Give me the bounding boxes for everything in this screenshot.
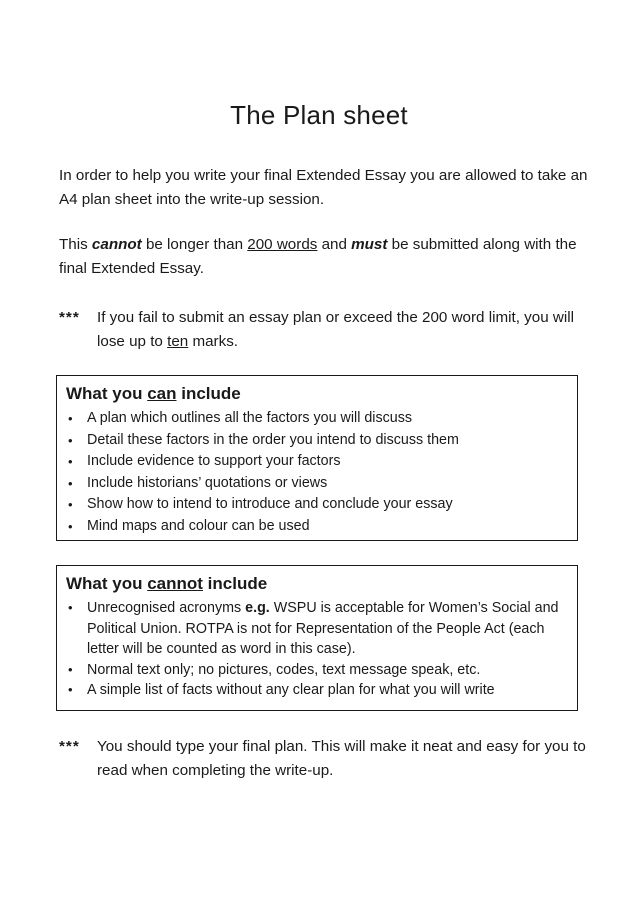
text-segment: If you fail to submit an essay plan or exceed the 200 word limit, you will lose up to xyxy=(97,309,574,350)
bullet-icon: • xyxy=(68,411,73,426)
emphasis-must: must xyxy=(351,236,388,253)
can-include-heading xyxy=(66,381,569,407)
text-segment: be longer than xyxy=(141,236,248,253)
list-item-text: A plan which outlines all the factors you will discuss xyxy=(87,410,413,426)
ten-marks-underlined: ten xyxy=(167,333,189,350)
bullet-icon: • xyxy=(68,454,73,469)
list-item xyxy=(66,408,569,430)
text-segment: marks. xyxy=(188,333,239,350)
text-segment: and xyxy=(317,236,352,253)
asterisks-marker: *** xyxy=(59,309,80,326)
bullet-icon: • xyxy=(68,661,73,677)
bullet-icon: • xyxy=(68,432,73,448)
emphasis-cannot: cannot xyxy=(91,236,142,253)
list-item xyxy=(66,598,569,660)
heading-text: include xyxy=(176,384,241,403)
bullet-icon: • xyxy=(68,518,73,534)
bullet-icon: • xyxy=(68,475,73,491)
heading-can-underlined: can xyxy=(147,384,177,403)
list-item-text: Detail these factors in the order you intend to discuss them xyxy=(87,431,459,448)
cannot-include-list xyxy=(66,598,569,701)
bullet-icon: • xyxy=(68,497,73,512)
intro-paragraph: In order to help you write your final Extended Essay you are allowed to take an A4 plan sheet into the write-up session. xyxy=(59,167,588,208)
list-item xyxy=(66,473,569,495)
list-item-text: Include historians’ quotations or views xyxy=(87,474,328,491)
word-limit-underlined: 200 words xyxy=(247,236,318,253)
list-item xyxy=(66,660,569,681)
cannot-include-heading xyxy=(66,571,569,597)
list-item-text: Unrecognised acronyms xyxy=(87,600,246,616)
page-title: The Plan sheet xyxy=(230,100,408,130)
bullet-icon: • xyxy=(68,600,73,615)
heading-text: What you xyxy=(66,384,148,403)
can-include-box xyxy=(56,375,578,541)
word-limit-paragraph xyxy=(59,233,589,281)
cannot-include-box xyxy=(56,565,578,711)
final-plan-note xyxy=(59,735,589,783)
asterisks-marker: *** xyxy=(59,738,80,755)
eg-bold: e.g. xyxy=(245,600,270,616)
list-item-text: Normal text only; no pictures, codes, text message speak, etc. xyxy=(87,661,481,678)
text-segment: be submitted along with the final Extended Essay. xyxy=(59,236,577,277)
list-item-text: Include evidence to support your factors xyxy=(87,453,341,469)
bullet-icon: • xyxy=(68,682,73,697)
list-item-text: A simple list of facts without any clear plan for what you will write xyxy=(87,682,495,698)
list-item-text: WSPU is acceptable for Women’s Social and Political Union. ROTPA is not for Representation of the People Act (each letter will be counted as word in this case). xyxy=(87,600,559,657)
final-plan-note-text: You should type your final plan. This will make it neat and easy for you to read when completing the write-up. xyxy=(97,738,586,779)
heading-text: include xyxy=(202,574,268,593)
list-item xyxy=(66,516,569,538)
list-item xyxy=(66,680,569,701)
can-include-list xyxy=(66,408,569,537)
heading-cannot-underlined: cannot xyxy=(147,574,203,593)
heading-text: What you xyxy=(66,574,148,593)
text-segment: This xyxy=(59,236,92,253)
list-item xyxy=(66,430,569,452)
list-item-text: Show how to intend to introduce and conclude your essay xyxy=(87,496,453,512)
penalty-warning xyxy=(59,306,589,354)
list-item xyxy=(66,451,569,473)
penalty-warning-text xyxy=(97,306,589,354)
list-item xyxy=(66,494,569,516)
list-item-text: Mind maps and colour can be used xyxy=(87,517,310,534)
